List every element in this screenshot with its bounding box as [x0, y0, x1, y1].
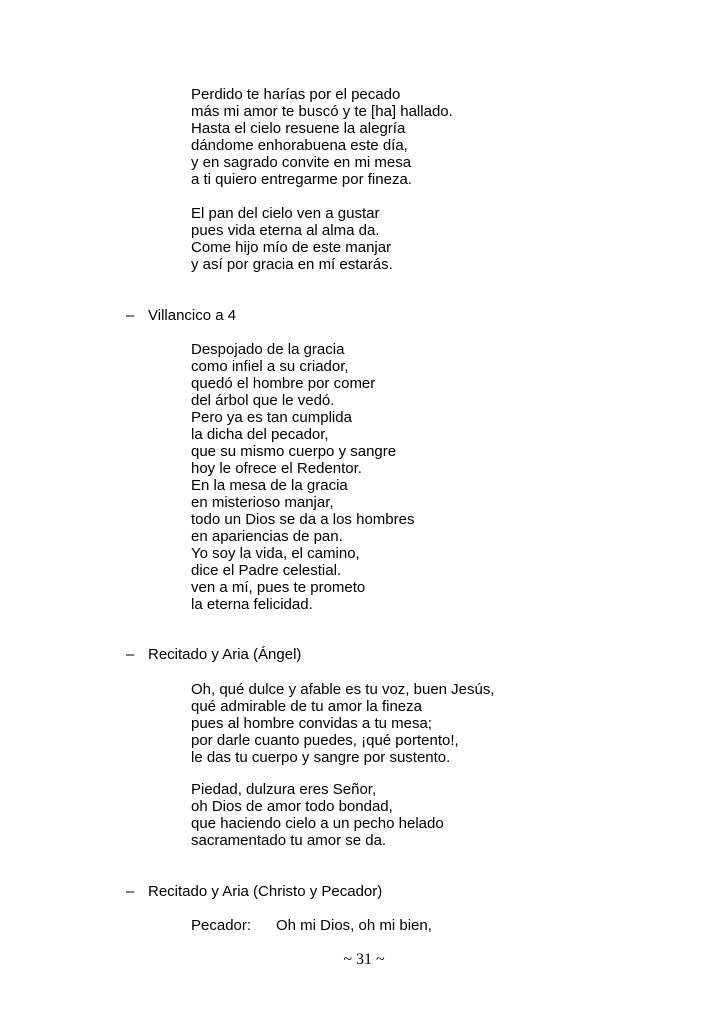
- list-dash: –: [126, 883, 135, 900]
- dialogue-text: Oh mi Dios, oh mi bien,: [276, 917, 432, 934]
- verse-line: qué admirable de tu amor la fineza: [191, 698, 422, 715]
- verse-line: En la mesa de la gracia: [191, 477, 348, 494]
- villancico-stanza: [191, 341, 691, 613]
- verse-line: en apariencias de pan.: [191, 528, 343, 545]
- section-heading-angel: [126, 646, 301, 663]
- page-number: ~ 31 ~: [343, 951, 385, 968]
- verse-line: más mi amor te buscó y te [ha] hallado.: [191, 103, 453, 120]
- dialogue-line: [191, 917, 432, 934]
- poem-stanza-2: [191, 205, 691, 273]
- section-heading-christo: [126, 883, 382, 900]
- verse-line: que haciendo cielo a un pecho helado: [191, 815, 444, 832]
- verse-line: del árbol que le vedó.: [191, 392, 335, 409]
- verse-line: pues al hombre convidas a tu mesa;: [191, 715, 432, 732]
- verse-line: la dicha del pecador,: [191, 426, 329, 443]
- verse-line: Piedad, dulzura eres Señor,: [191, 781, 377, 798]
- verse-line: y en sagrado convite en mi mesa: [191, 154, 412, 171]
- verse-line: todo un Dios se da a los hombres: [191, 511, 415, 528]
- verse-line: Hasta el cielo resuene la alegría: [191, 120, 406, 137]
- verse-line: hoy le ofrece el Redentor.: [191, 460, 362, 477]
- section-title: Recitado y Aria (Christo y Pecador): [148, 883, 383, 900]
- list-dash: –: [126, 646, 135, 663]
- verse-line: El pan del cielo ven a gustar: [191, 205, 380, 222]
- verse-line: Yo soy la vida, el camino,: [191, 545, 360, 562]
- angel-recitado-stanza: [191, 681, 691, 766]
- list-dash: –: [126, 307, 135, 324]
- verse-line: en misterioso manjar,: [191, 494, 334, 511]
- verse-line: la eterna felicidad.: [191, 596, 313, 613]
- verse-line: dándome enhorabuena este día,: [191, 137, 408, 154]
- verse-line: a ti quiero entregarme por fineza.: [191, 171, 412, 188]
- speaker-label: Pecador:: [191, 917, 252, 934]
- angel-aria-stanza: [191, 781, 691, 849]
- verse-line: Pero ya es tan cumplida: [191, 409, 352, 426]
- verse-line: por darle cuanto puedes, ¡qué portento!,: [191, 732, 459, 749]
- section-heading-villancico: [126, 307, 236, 324]
- verse-line: que su mismo cuerpo y sangre: [191, 443, 397, 460]
- verse-line: como infiel a su criador,: [191, 358, 349, 375]
- section-title: Recitado y Aria (Ángel): [148, 646, 302, 663]
- verse-line: Despojado de la gracia: [191, 341, 345, 358]
- verse-line: dice el Padre celestial.: [191, 562, 342, 579]
- verse-line: sacramentado tu amor se da.: [191, 832, 387, 849]
- verse-line: le das tu cuerpo y sangre por sustento.: [191, 749, 451, 766]
- verse-line: pues vida eterna al alma da.: [191, 222, 380, 239]
- verse-line: Perdido te harías por el pecado: [191, 86, 401, 103]
- section-title: Villancico a 4: [148, 307, 237, 324]
- verse-line: ven a mí, pues te prometo: [191, 579, 366, 596]
- verse-line: y así por gracia en mí estarás.: [191, 256, 393, 273]
- verse-line: oh Dios de amor todo bondad,: [191, 798, 393, 815]
- verse-line: Come hijo mío de este manjar: [191, 239, 392, 256]
- verse-line: Oh, qué dulce y afable es tu voz, buen Jesús,: [191, 681, 495, 698]
- poem-stanza-1: [191, 86, 691, 188]
- verse-line: quedó el hombre por comer: [191, 375, 376, 392]
